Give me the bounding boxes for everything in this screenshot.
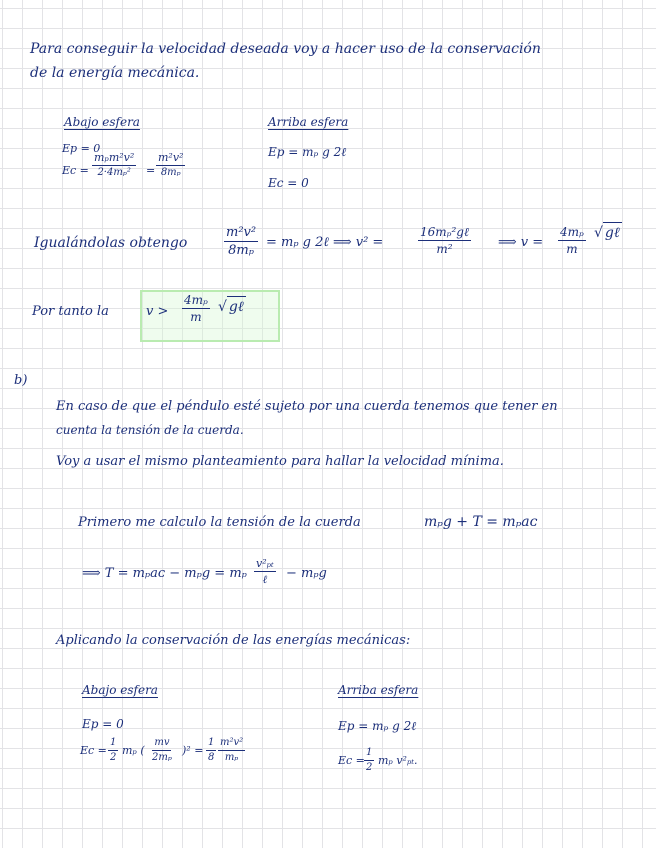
fraction-denominator: m: [566, 242, 578, 256]
tension-line2-fraction: [254, 558, 276, 585]
part-b-para1-line1: En caso de que el péndulo esté sujeto por una cuerda tenemos que tener en: [56, 399, 558, 414]
fraction-numerator: 4mₚ: [184, 293, 208, 307]
part-b-label: b): [14, 373, 28, 388]
igualando-arrow: ⟹ v =: [498, 235, 544, 250]
abajo-ep-b: Ep = 0: [82, 717, 124, 731]
igualando-fraction-3: [558, 226, 586, 255]
sqrt-symbol-icon: √: [218, 299, 227, 315]
igualando-rhs: = mₚ g 2ℓ ⟹ v² =: [266, 235, 384, 250]
igualando-fraction-2: [418, 226, 471, 255]
sqrt-radicand: gℓ: [227, 296, 246, 315]
tension-equation: mₚg + T = mₚaᴄ: [424, 514, 538, 530]
fraction-denominator: ℓ: [262, 573, 268, 586]
fraction-numerator: 1: [206, 738, 216, 751]
fraction-numerator: 1: [364, 748, 374, 761]
arriba-heading-b: Arriba esfera: [338, 683, 419, 697]
fraction-denominator: 8mₚ: [160, 167, 181, 178]
fraction-denominator: 2: [366, 762, 373, 773]
abajo-ep-a: Ep = 0: [62, 142, 101, 155]
fraction-denominator: 2·4mₚ²: [97, 167, 131, 178]
fraction-denominator: m: [190, 310, 202, 324]
fraction-denominator: 8: [208, 752, 215, 763]
arriba-heading-a: Arriba esfera: [268, 115, 349, 129]
fraction-denominator: 2mₚ: [152, 752, 172, 763]
arriba-ep-a: Ep = mₚ g 2ℓ: [268, 145, 347, 159]
abajo-ec-b-fraction-3: [206, 738, 216, 763]
fraction-numerator: 4mₚ: [560, 225, 584, 239]
tension-line2-b: − mₚg: [286, 566, 327, 581]
fraction-numerator: m²v²: [218, 738, 245, 751]
fraction-denominator: m²: [436, 242, 453, 256]
abajo-ec-label-a: Ec =: [62, 164, 89, 177]
result-fraction: [182, 294, 210, 323]
tension-text: Primero me calculo la tensión de la cuerda: [78, 515, 361, 530]
abajo-ec-b-fraction-4: [218, 738, 245, 763]
abajo-ec-b-fraction-2: [152, 738, 172, 763]
igualando-sqrt: [594, 226, 622, 240]
result-label: Por tanto la: [32, 304, 109, 319]
fraction-numerator: mv: [152, 738, 171, 751]
sqrt-radicand: gℓ: [603, 222, 622, 241]
igualando-fraction-1: [224, 226, 258, 257]
fraction-denominator: 2: [110, 752, 117, 763]
igualando-label: Igualándolas obtengo: [34, 235, 188, 251]
tension-line2-a: ⟹ T = mₚaᴄ − mₚg = mₚ: [82, 566, 247, 581]
arriba-ec-b-rest: mₚ v²ₚₜ.: [378, 754, 418, 767]
fraction-numerator: 1: [108, 738, 118, 751]
intro-line-1: Para conseguir la velocidad deseada voy a hacer uso de la conservación: [30, 41, 541, 57]
fraction-numerator: m²v²: [158, 151, 184, 164]
abajo-ec-b-close: )² =: [182, 744, 204, 757]
fraction-numerator: mₚm²v²: [94, 151, 135, 164]
arriba-ec-b-fraction: [364, 748, 374, 773]
abajo-ec-fraction-1: [92, 152, 136, 178]
part-b-para2: Voy a usar el mismo planteamiento para hallar la velocidad mínima.: [56, 454, 504, 469]
abajo-ec-b-fraction-1: [108, 738, 118, 763]
part-b-para1-line2: cuenta la tensión de la cuerda.: [56, 423, 244, 437]
abajo-heading-a: Abajo esfera: [64, 115, 140, 129]
fraction-denominator: 8mₚ: [228, 243, 254, 258]
abajo-ec-b-label: Ec =: [80, 744, 107, 757]
fraction-numerator: 16mₚ²gℓ: [420, 225, 469, 239]
abajo-ec-eq-a: =: [146, 164, 156, 177]
conservation-text: Aplicando la conservación de las energías mecánicas:: [56, 633, 411, 648]
result-sqrt: [218, 300, 246, 314]
abajo-ec-b-mid: mₚ (: [122, 744, 145, 757]
fraction-numerator: v²ₚₜ: [256, 557, 274, 570]
fraction-numerator: m²v²: [226, 225, 257, 240]
sqrt-symbol-icon: √: [594, 225, 603, 241]
arriba-ep-b: Ep = mₚ g 2ℓ: [338, 719, 417, 733]
abajo-ec-fraction-2: [156, 152, 185, 178]
arriba-ec-a: Ec = 0: [268, 176, 309, 190]
abajo-heading-b: Abajo esfera: [82, 683, 158, 697]
intro-line-2: de la energía mecánica.: [30, 65, 200, 81]
fraction-denominator: mₚ: [224, 752, 239, 763]
arriba-ec-b-label: Ec =: [338, 754, 365, 767]
result-lhs: v >: [146, 304, 169, 319]
